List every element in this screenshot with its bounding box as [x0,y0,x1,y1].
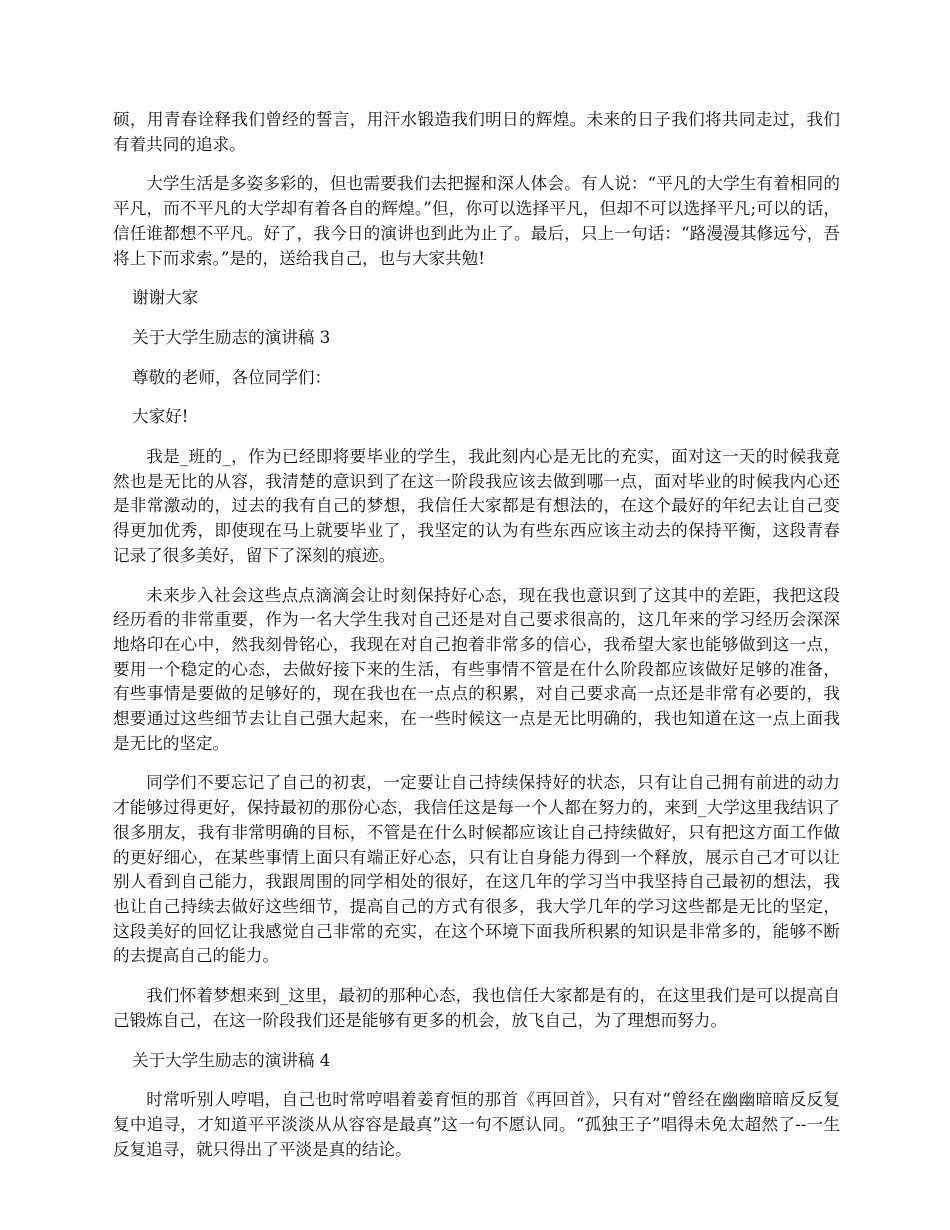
paragraph-song: 时常听别人哼唱，自己也时常哼唱着姜育恒的那首《再回首》，只有对“曾经在幽幽暗暗反反复复中追寻，才知道平平淡淡从从容容是最真”这一句不愿认同。“孤独王子”唱得未免太超然了--一生反复追寻，就只得出了平淡是真的结论。 [113,1090,840,1159]
section-heading-speech-3: 关于大学生励志的演讲稿 3 [132,327,331,347]
paragraph-dreams: 我们怀着梦想来到_这里，最初的那种心态，我也信任大家都是有的，在这里我们是可以提高自己锻炼自己，在这一阶段我们还是能够有更多的机会，放飞自己，为了理想而努力。 [113,986,840,1030]
paragraph-greeting: 大家好! [132,407,189,427]
paragraph-salutation: 尊敬的老师，各位同学们： [132,367,332,387]
section-heading-speech-4: 关于大学生励志的演讲稿 4 [132,1050,331,1070]
paragraph-original-intent: 同学们不要忘记了自己的初衷，一定要让自己持续保持好的状态，只有让自己拥有前进的动力才能够过得更好，保持最初的那份心态，我信任这是每一个人都在努力的，来到_大学这里我结识了很多朋友，我有非常明确的目标，不管是在什么时候都应该让自己持续做好，只有把这方面工作做的更好细心，在某些事情上面只有端正好心态，只有让自身能力得到一个释放，展示自己才可以让别人看到自己能力，我跟周围的同学相处的很好，在这几年的学习当中我坚持自己最初的想法，我也让自己持续去做好这些细节，提高自己的方式有很多，我大学几年的学习这些都是无比的坚定，这段美好的回忆让我感觉自己非常的充实，在这个环境下面我所积累的知识是非常多的，能够不断的去提高自己的能力。 [113,773,840,966]
paragraph-society: 未来步入社会这些点点滴滴会让时刻保持好心态，现在我也意识到了这其中的差距，我把这段经历看的非常重要，作为一名大学生我对自己还是对自己要求很高的，这几年来的学习经历会深深地烙印在心中，然我刻骨铭心，我现在对自己抱着非常多的信心，我希望大家也能够做到这一点，要用一个稳定的心态，去做好接下来的生活，有些事情不管是在什么阶段都应该做好足够的准备，有些事情是要做的足够好的，现在我也在一点点的积累，对自己要求高一点还是非常有必要的，我想要通过这些细节去让自己强大起来，在一些时候这一点是无比明确的，我也知道在这一点上面我是无比的坚定。 [113,585,840,753]
paragraph-graduation: 我是_班的_，作为已经即将要毕业的学生，我此刻内心是无比的充实，面对这一天的时候我竟然也是无比的从容，我清楚的意识到了在这一阶段我应该去做到哪一点，面对毕业的时候我内心还是非常激动的，过去的我有自己的梦想，我信任大家都是有想法的，在这个最好的年纪去让自己变得更加优秀，即使现在马上就要毕业了，我坚定的认为有些东西应该主动去的保持平衡，这段青春记录了很多美好，留下了深刻的痕迹。 [113,447,840,565]
paragraph-college-life: 大学生活是多姿多彩的，但也需要我们去把握和深人体会。有人说：“平凡的大学生有着相同的平凡，而不平凡的大学却有着各自的辉煌。”但，你可以选择平凡，但却不可以选择平凡;可以的话，信任谁都想不平凡。好了，我今日的演讲也到此为止了。最后，只上一句话：“路漫漫其修远兮，吾将上下而求索。”是的，送给我自己，也与大家共勉! [113,174,840,268]
document-body [113,108,840,1177]
paragraph-thanks: 谢谢大家 [132,288,199,308]
paragraph-continuation: 硕，用青春诠释我们曾经的誓言，用汗水锻造我们明日的辉煌。未来的日子我们将共同走过，我们有着共同的追求。 [113,110,840,154]
